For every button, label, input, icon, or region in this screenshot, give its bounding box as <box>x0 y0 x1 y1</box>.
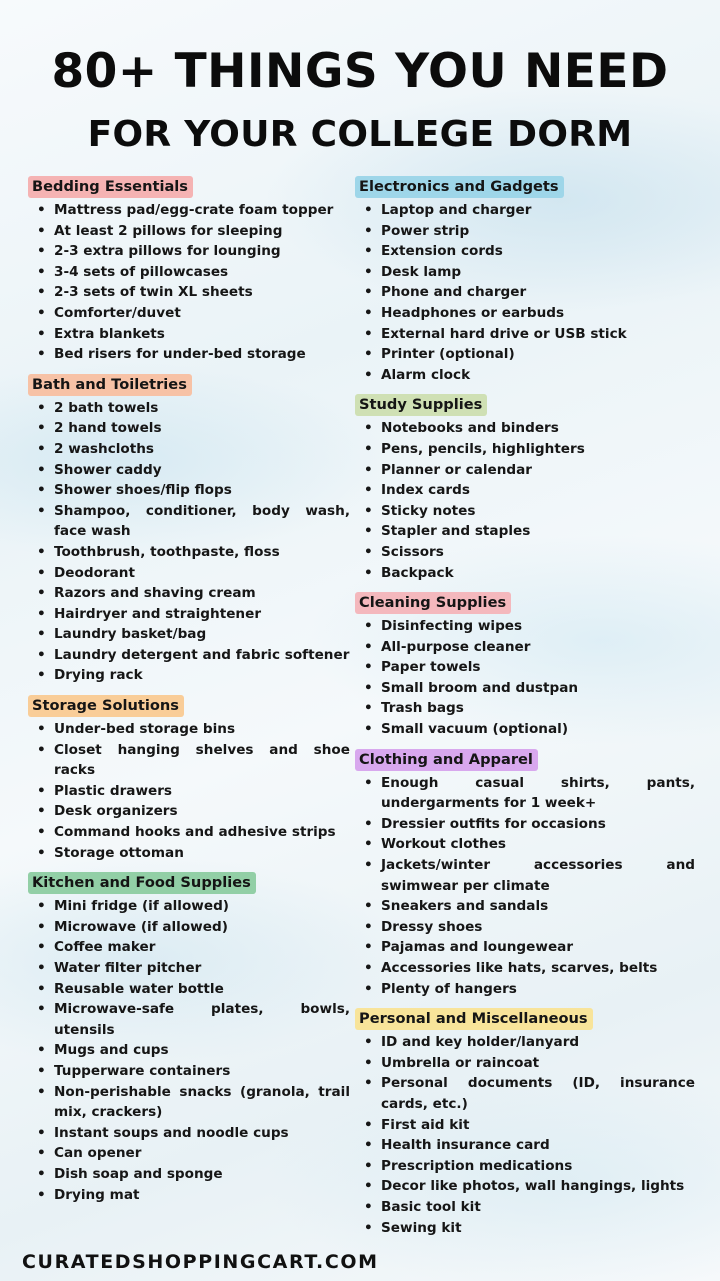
section-heading: Kitchen and Food Supplies <box>28 872 256 894</box>
bullet-icon: • <box>364 980 373 997</box>
list-item <box>355 834 695 855</box>
list-item-text: Shower caddy <box>54 461 162 478</box>
bullet-icon: • <box>364 1219 373 1236</box>
list-item <box>28 241 350 262</box>
list-item <box>28 460 350 481</box>
list-item-text: Index cards <box>381 482 470 499</box>
list-item <box>28 1185 350 1206</box>
item-list <box>28 896 350 1205</box>
list-item <box>355 501 695 522</box>
list-item <box>28 843 350 864</box>
bullet-icon: • <box>37 721 46 738</box>
bullet-icon: • <box>37 824 46 841</box>
list-item <box>28 583 350 604</box>
bullet-icon: • <box>364 774 373 791</box>
list-item-text: Laundry basket/bag <box>54 626 207 643</box>
list-item-text: Disinfecting wipes <box>381 618 523 635</box>
list-item <box>28 979 350 1000</box>
bullet-icon: • <box>37 202 46 218</box>
bullet-icon: • <box>37 1062 46 1079</box>
list-item <box>355 616 695 637</box>
bullet-icon: • <box>364 960 373 976</box>
item-list <box>28 200 350 365</box>
list-item <box>28 917 350 938</box>
list-item <box>355 1156 695 1177</box>
bullet-icon: • <box>37 741 46 758</box>
list-item <box>28 344 350 365</box>
section-heading: Storage Solutions <box>28 695 184 717</box>
list-item-text: Notebooks and binders <box>381 420 559 437</box>
bullet-icon: • <box>364 679 373 696</box>
list-item <box>28 822 350 843</box>
bullet-icon: • <box>37 667 46 684</box>
list-item-text: Toothbrush, toothpaste, floss <box>54 543 280 560</box>
list-item-text: Water filter pitcher <box>54 960 202 976</box>
bullet-icon: • <box>37 960 46 976</box>
list-item-text: Extra blankets <box>54 325 165 342</box>
item-list <box>355 773 695 1000</box>
list-item <box>28 439 350 460</box>
list-item-text: Jackets/winter accessories and swimwear per climate <box>381 857 695 894</box>
list-item <box>355 1032 695 1053</box>
bullet-icon: • <box>37 284 46 301</box>
bullet-icon: • <box>364 1054 373 1071</box>
list-item-text: Laundry detergent and fabric softener <box>54 646 350 663</box>
list-item <box>355 439 695 460</box>
list-item-text: Laptop and charger <box>381 202 532 218</box>
list-item <box>355 200 695 221</box>
bullet-icon: • <box>37 243 46 260</box>
bullet-icon: • <box>37 782 46 799</box>
bullet-icon: • <box>364 857 373 874</box>
list-item <box>355 698 695 719</box>
section-heading: Study Supplies <box>355 394 487 416</box>
list-item-text: Desk organizers <box>54 803 178 820</box>
bullet-icon: • <box>37 939 46 956</box>
list-item-text: Mattress pad/egg-crate foam topper <box>54 202 334 218</box>
list-item <box>355 896 695 917</box>
list-item <box>28 958 350 979</box>
bullet-icon: • <box>37 482 46 499</box>
list-item-text: Mini fridge (if allowed) <box>54 898 230 915</box>
list-item-text: 2 hand towels <box>54 420 162 437</box>
list-item <box>355 1176 695 1197</box>
section-heading: Clothing and Apparel <box>355 749 538 771</box>
list-item-text: Planner or calendar <box>381 461 532 478</box>
list-item <box>28 645 350 666</box>
bullet-icon: • <box>364 1137 373 1154</box>
list-item <box>355 344 695 365</box>
list-item-text: Power strip <box>381 222 470 239</box>
section-bath-and-toiletries <box>28 374 350 686</box>
list-item-text: Desk lamp <box>381 263 462 280</box>
bullet-icon: • <box>37 304 46 321</box>
list-item-text: Hairdryer and straightener <box>54 605 262 622</box>
bullet-icon: • <box>364 325 373 342</box>
list-item <box>355 917 695 938</box>
bullet-icon: • <box>364 366 373 383</box>
bullet-icon: • <box>364 659 373 676</box>
list-item <box>28 1061 350 1082</box>
list-item-text: Under-bed storage bins <box>54 721 236 738</box>
list-item-text: Shower shoes/flip flops <box>54 482 232 499</box>
bullet-icon: • <box>364 1178 373 1195</box>
bullet-icon: • <box>364 346 373 363</box>
list-item <box>28 937 350 958</box>
list-item-text: External hard drive or USB stick <box>381 325 627 342</box>
bullet-icon: • <box>364 564 373 581</box>
list-item <box>28 1082 350 1123</box>
list-item-text: Printer (optional) <box>381 346 515 363</box>
list-item-text: 3-4 sets of pillowcases <box>54 263 229 280</box>
list-item <box>28 1143 350 1164</box>
bullet-icon: • <box>37 1165 46 1182</box>
section-study-supplies <box>355 394 695 583</box>
list-item <box>355 418 695 439</box>
bullet-icon: • <box>364 836 373 853</box>
list-item-text: Tupperware containers <box>54 1062 231 1079</box>
bullet-icon: • <box>364 1075 373 1092</box>
list-item <box>355 657 695 678</box>
list-item <box>355 937 695 958</box>
list-item-text: Backpack <box>381 564 454 581</box>
bullet-icon: • <box>37 1042 46 1059</box>
list-item-text: Mugs and cups <box>54 1042 169 1059</box>
bullet-icon: • <box>364 440 373 457</box>
list-item <box>355 480 695 501</box>
bullet-icon: • <box>37 222 46 239</box>
bullet-icon: • <box>37 1145 46 1162</box>
left-column <box>28 176 350 1205</box>
section-cleaning-supplies <box>355 592 695 740</box>
bullet-icon: • <box>37 325 46 342</box>
list-item <box>28 740 350 781</box>
page-subtitle: FOR YOUR COLLEGE DORM <box>87 114 633 155</box>
list-item-text: First aid kit <box>381 1116 470 1133</box>
list-item <box>28 221 350 242</box>
list-item <box>355 855 695 896</box>
bullet-icon: • <box>364 1157 373 1174</box>
list-item-text: Extension cords <box>381 243 503 260</box>
list-item-text: Dressier outfits for occasions <box>381 815 606 832</box>
bullet-icon: • <box>37 461 46 478</box>
bullet-icon: • <box>37 564 46 581</box>
bullet-icon: • <box>364 502 373 519</box>
list-item-text: Paper towels <box>381 659 481 676</box>
list-item-text: Shampoo, conditioner, body wash, face wash <box>54 502 350 540</box>
list-item <box>28 324 350 345</box>
list-item-text: Workout clothes <box>381 836 507 853</box>
list-item-text: 2 bath towels <box>54 399 159 416</box>
bullet-icon: • <box>364 543 373 560</box>
list-item <box>355 1073 695 1114</box>
list-item-text: Personal documents (ID, insurance cards, etc.) <box>381 1075 695 1112</box>
list-item-text: Comforter/duvet <box>54 304 181 321</box>
list-item-text: Dish soap and sponge <box>54 1165 223 1182</box>
list-item <box>28 1164 350 1185</box>
list-item-text: Can opener <box>54 1145 142 1162</box>
bullet-icon: • <box>37 346 46 363</box>
item-list <box>355 418 695 583</box>
bullet-icon: • <box>364 420 373 437</box>
list-item <box>28 563 350 584</box>
bullet-icon: • <box>364 461 373 478</box>
list-item <box>355 979 695 1000</box>
bullet-icon: • <box>364 939 373 956</box>
list-item <box>355 678 695 699</box>
list-item-text: Stapler and staples <box>381 523 531 540</box>
bullet-icon: • <box>37 844 46 861</box>
list-item <box>355 637 695 658</box>
bullet-icon: • <box>364 304 373 321</box>
list-item-text: Drying rack <box>54 667 143 684</box>
list-item <box>355 1197 695 1218</box>
list-item <box>28 604 350 625</box>
bullet-icon: • <box>37 898 46 915</box>
list-item <box>28 999 350 1040</box>
bullet-icon: • <box>364 243 373 260</box>
bullet-icon: • <box>364 523 373 540</box>
list-item <box>28 418 350 439</box>
list-item <box>355 1053 695 1074</box>
list-item <box>355 1135 695 1156</box>
list-item-text: Closet hanging shelves and shoe racks <box>54 741 350 779</box>
bullet-icon: • <box>364 284 373 301</box>
list-item <box>355 563 695 584</box>
list-item <box>28 665 350 686</box>
list-item-text: Sneakers and sandals <box>381 898 549 915</box>
right-column <box>355 176 695 1238</box>
bullet-icon: • <box>37 543 46 560</box>
bullet-icon: • <box>364 263 373 280</box>
list-item-text: Decor like photos, wall hangings, lights <box>381 1178 685 1195</box>
list-item <box>355 542 695 563</box>
bullet-icon: • <box>364 1198 373 1215</box>
section-clothing-and-apparel <box>355 749 695 1000</box>
item-list <box>28 719 350 863</box>
section-kitchen-and-food-supplies <box>28 872 350 1205</box>
list-item-text: Dressy shoes <box>381 918 483 935</box>
list-item-text: All-purpose cleaner <box>381 638 531 655</box>
bullet-icon: • <box>37 1186 46 1203</box>
list-item-text: Enough casual shirts, pants, undergarments for 1 week+ <box>381 774 695 812</box>
list-item-text: Microwave (if allowed) <box>54 918 228 935</box>
section-storage-solutions <box>28 695 350 863</box>
list-item <box>28 398 350 419</box>
list-item <box>28 896 350 917</box>
list-item-text: Sticky notes <box>381 502 476 519</box>
bullet-icon: • <box>37 399 46 416</box>
list-item-text: Non-perishable snacks (granola, trail mix, crackers) <box>54 1083 350 1121</box>
list-item-text: 2 washcloths <box>54 440 155 457</box>
list-item <box>355 282 695 303</box>
list-item <box>355 241 695 262</box>
bullet-icon: • <box>364 222 373 239</box>
bullet-icon: • <box>37 585 46 602</box>
bullet-icon: • <box>364 638 373 655</box>
bullet-icon: • <box>364 918 373 935</box>
list-item-text: Prescription medications <box>381 1157 573 1174</box>
list-item <box>28 542 350 563</box>
list-item <box>28 501 350 542</box>
bullet-icon: • <box>37 605 46 622</box>
bullet-icon: • <box>37 803 46 820</box>
list-item <box>28 282 350 303</box>
list-item-text: Coffee maker <box>54 939 156 956</box>
section-electronics-and-gadgets <box>355 176 695 385</box>
list-item-text: Trash bags <box>381 700 464 717</box>
section-personal-and-miscellaneous <box>355 1008 695 1238</box>
bullet-icon: • <box>364 482 373 499</box>
section-bedding-essentials <box>28 176 350 365</box>
list-item <box>28 480 350 501</box>
list-item-text: Microwave-safe plates, bowls, utensils <box>54 1001 350 1038</box>
list-item <box>28 801 350 822</box>
list-item <box>355 460 695 481</box>
list-item-text: Umbrella or raincoat <box>381 1054 540 1071</box>
list-item-text: Pajamas and loungewear <box>381 939 574 956</box>
list-item-text: Small broom and dustpan <box>381 679 579 696</box>
item-list <box>355 200 695 385</box>
list-item <box>28 781 350 802</box>
bullet-icon: • <box>37 1001 46 1018</box>
list-item-text: Instant soups and noodle cups <box>54 1124 289 1141</box>
bullet-icon: • <box>364 898 373 915</box>
list-item-text: Alarm clock <box>381 366 471 383</box>
list-item <box>355 1218 695 1239</box>
list-item <box>355 324 695 345</box>
section-heading: Electronics and Gadgets <box>355 176 564 198</box>
list-item <box>28 624 350 645</box>
bullet-icon: • <box>37 263 46 280</box>
section-heading: Bath and Toiletries <box>28 374 192 396</box>
list-item-text: Command hooks and adhesive strips <box>54 824 336 841</box>
list-item <box>355 773 695 814</box>
page-title: 80+ THINGS YOU NEED <box>51 44 669 99</box>
item-list <box>355 616 695 740</box>
list-item-text: ID and key holder/lanyard <box>381 1034 580 1051</box>
list-item <box>355 365 695 386</box>
list-item-text: At least 2 pillows for sleeping <box>54 222 283 239</box>
bullet-icon: • <box>37 1124 46 1141</box>
list-item-text: Bed risers for under-bed storage <box>54 346 306 363</box>
list-item <box>355 719 695 740</box>
list-item <box>28 303 350 324</box>
list-item <box>355 262 695 283</box>
list-item-text: Headphones or earbuds <box>381 304 565 321</box>
list-item <box>28 1040 350 1061</box>
list-item-text: Plastic drawers <box>54 782 173 799</box>
bullet-icon: • <box>37 440 46 457</box>
bullet-icon: • <box>364 700 373 717</box>
list-item <box>355 814 695 835</box>
section-heading: Bedding Essentials <box>28 176 193 198</box>
bullet-icon: • <box>37 646 46 663</box>
bullet-icon: • <box>37 980 46 997</box>
bullet-icon: • <box>37 918 46 935</box>
bullet-icon: • <box>37 420 46 437</box>
list-item-text: Health insurance card <box>381 1137 550 1154</box>
list-item-text: Accessories like hats, scarves, belts <box>381 960 658 976</box>
bullet-icon: • <box>364 815 373 832</box>
item-list <box>28 398 350 686</box>
list-item-text: 2-3 extra pillows for lounging <box>54 243 281 260</box>
list-item-text: Phone and charger <box>381 284 527 301</box>
bullet-icon: • <box>364 721 373 738</box>
bullet-icon: • <box>364 202 373 218</box>
bullet-icon: • <box>364 1116 373 1133</box>
list-item <box>28 262 350 283</box>
list-item <box>28 719 350 740</box>
bullet-icon: • <box>364 1034 373 1051</box>
list-item-text: 2-3 sets of twin XL sheets <box>54 284 253 301</box>
list-item <box>355 303 695 324</box>
list-item-text: Reusable water bottle <box>54 980 224 997</box>
list-item <box>28 1123 350 1144</box>
list-item-text: Sewing kit <box>381 1219 462 1236</box>
list-item-text: Pens, pencils, highlighters <box>381 440 585 457</box>
list-item-text: Deodorant <box>54 564 135 581</box>
list-item-text: Basic tool kit <box>381 1198 481 1215</box>
section-heading: Cleaning Supplies <box>355 592 511 614</box>
footer-website: CURATEDSHOPPINGCART.COM <box>22 1251 379 1273</box>
list-item <box>355 958 695 979</box>
bullet-icon: • <box>37 1083 46 1100</box>
list-item-text: Drying mat <box>54 1186 140 1203</box>
list-item-text: Small vacuum (optional) <box>381 721 569 738</box>
item-list <box>355 1032 695 1238</box>
section-heading: Personal and Miscellaneous <box>355 1008 593 1030</box>
bullet-icon: • <box>364 618 373 635</box>
list-item-text: Plenty of hangers <box>381 980 517 997</box>
list-item <box>355 221 695 242</box>
list-item <box>355 521 695 542</box>
list-item-text: Scissors <box>381 543 444 560</box>
list-item <box>28 200 350 221</box>
bullet-icon: • <box>37 626 46 643</box>
list-item-text: Razors and shaving cream <box>54 585 256 602</box>
list-item <box>355 1115 695 1136</box>
bullet-icon: • <box>37 502 46 519</box>
list-item-text: Storage ottoman <box>54 844 184 861</box>
